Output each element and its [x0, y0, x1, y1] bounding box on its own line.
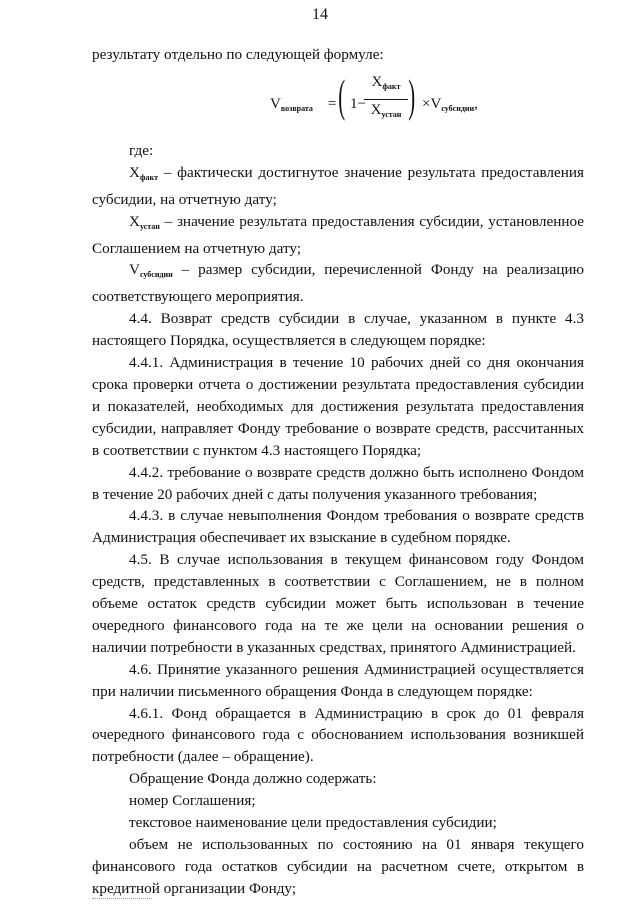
definition-x-ustan: $X_{устан}$ – значение результата предоставления субсидии, установленное Соглашением на отчетную дату; — [92, 212, 584, 257]
definition-v-subsidii: $V_{субсидии}$ – размер субсидии, перечисленной Фонду на реализацию соответствующего мероприятия. — [92, 261, 584, 306]
list-item-agreement-number: номер Соглашения; — [129, 792, 256, 810]
definition-x-fact: $X_{факт}$ – фактически достигнутое значение результата предоставления субсидии, на отчетную дату; — [92, 163, 584, 208]
formula — [92, 66, 584, 140]
paragraph-4-4: 4.4. Возврат средств субсидии в случае, указанном в пункте 4.3 настоящего Порядка, осуществляется в следующем порядке: — [92, 310, 584, 350]
formula-numerator: $X_{факт}$ — [364, 72, 408, 100]
paragraph-appeal-contents: Обращение Фонда должно содержать: — [129, 770, 377, 788]
page-number: 14 — [312, 6, 328, 23]
formula-left-paren: ( — [338, 69, 346, 121]
page-bottom-divider — [92, 898, 152, 899]
formula-right-paren: ) — [408, 69, 416, 121]
list-item-unused-balance: объем не использованных по состоянию на 01 января текущего финансового года остатков субсидии на расчетном счете, открытом в кредитной организации Фонду; — [92, 836, 584, 897]
formula-lhs: $V_{возврата}$ — [270, 95, 313, 113]
paragraph-4-4-2: 4.4.2. требование о возврате средств должно быть исполнено Фондом в течение 20 рабочих дней с даты получения указанного требования; — [92, 463, 584, 503]
document-body — [92, 44, 584, 900]
formula-equals: = — [328, 95, 337, 112]
where-label: где: — [129, 141, 154, 159]
intro-line: результату отдельно по следующей формуле: — [92, 46, 384, 63]
paragraph-4-5: 4.5. В случае использования в текущем финансовом году Фондом средств, представленных в соответствии с Соглашением, не в полном объеме остаток средств субсидии может быть использован в течение очередного финансового года на те же цели на основании решения о наличии потребности в указанных средствах, принятого Администрацией. — [92, 551, 584, 656]
list-item-goal-name: текстовое наименование цели предоставления субсидии; — [129, 814, 497, 832]
paragraph-4-4-1: 4.4.1. Администрация в течение 10 рабочих дней со дня окончания срока проверки отчета о достижении результата предоставления субсидии и показателей, необходимых для достижения результата предоставления субсидии, направляет Фонду требование о возврате средств, рассчитанных в соответствии с пунктом 4.3 настоящего Порядка; — [92, 354, 584, 459]
paragraph-4-4-3: 4.4.3. в случае невыполнения Фондом требования о возврате средств Администрация обеспечивает их взыскание в судебном порядке. — [92, 507, 584, 547]
paragraph-4-6-1: 4.6.1. Фонд обращается в Администрацию в срок до 01 февраля очередного финансового года с обоснованием использования возникшей потребности (далее – обращение). — [92, 704, 584, 766]
formula-rhs: $\times V_{субсидии}$, — [422, 95, 478, 113]
formula-denominator: $X_{устан}$ — [370, 101, 402, 119]
paragraph-4-6: 4.6. Принятие указанного решения Администрацией осуществляется при наличии письменного обращения Фонда в следующем порядке: — [92, 660, 584, 700]
formula-one: 1− — [350, 95, 366, 112]
formula-fraction — [364, 72, 408, 126]
